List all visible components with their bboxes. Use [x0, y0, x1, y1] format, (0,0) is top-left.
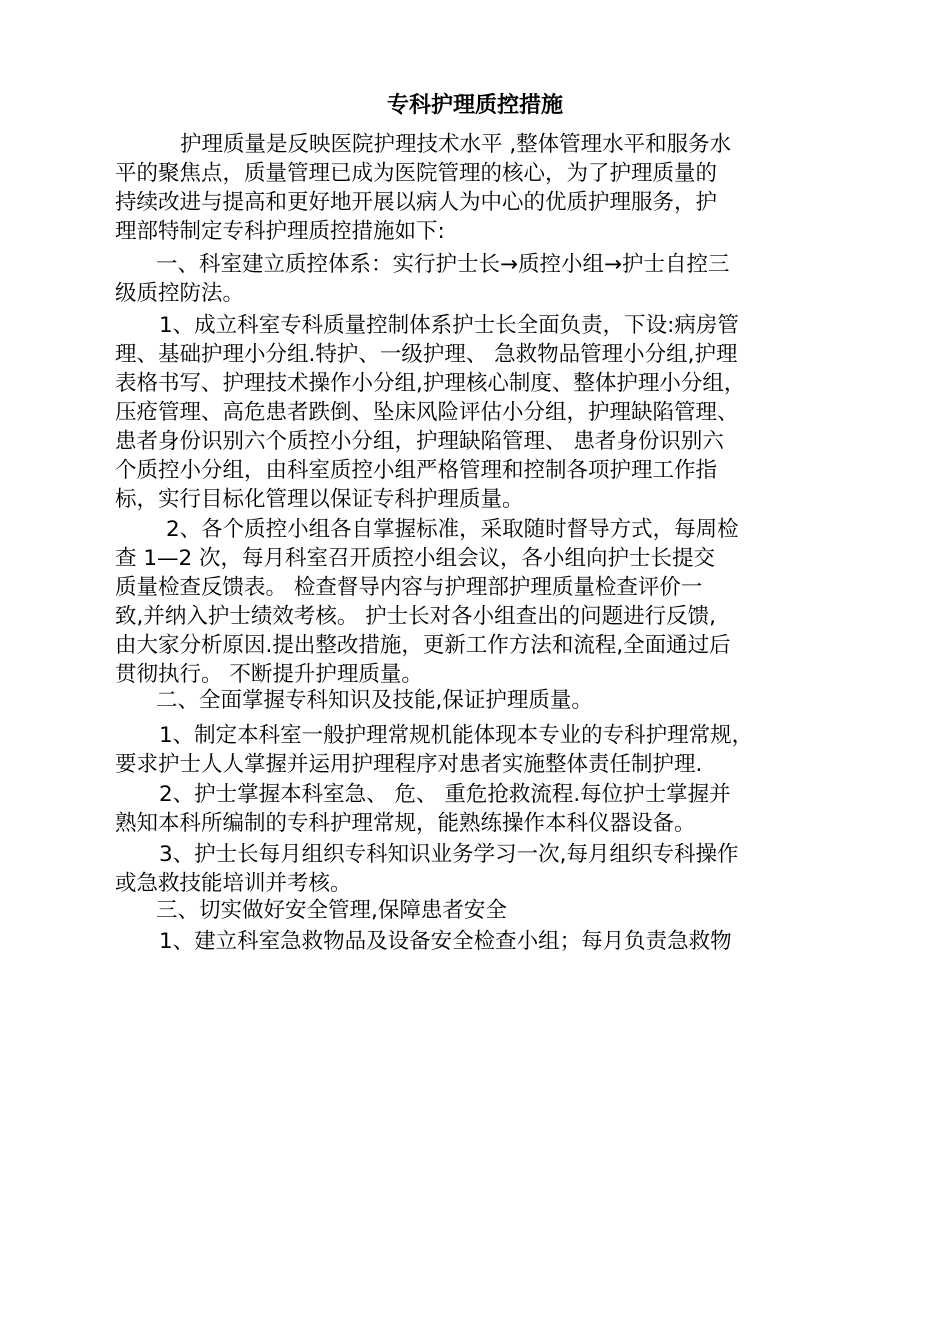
document-title: 专科护理质控措施	[386, 93, 563, 118]
text-line: 由大家分析原因.提出整改措施，更新工作方法和流程,全面通过后	[115, 633, 731, 658]
text-line: 理部特制定专科护理质控措施如下:	[115, 219, 445, 244]
text-line: 持续改进与提高和更好地开展以病人为中心的优质护理服务，护	[115, 190, 718, 215]
text-line: 3、护士长每月组织专科知识业务学习一次,每月组织专科操作	[159, 842, 739, 867]
text-line: 查 1—2 次，每月科室召开质控小组会议，各小组向护士长提交	[115, 546, 716, 571]
text-line: 质量检查反馈表。 检查督导内容与护理部护理质量检查评价一	[115, 575, 703, 600]
text-line: 标，实行目标化管理以保证专科护理质量。	[115, 487, 524, 512]
text-line: 2、护士掌握本科室急、 危、 重危抢救流程.每位护士掌握并	[159, 782, 731, 807]
text-line: 熟知本科所编制的专科护理常规，能熟练操作本科仪器设备。	[115, 811, 696, 836]
text-line: 表格书写、护理技术操作小分组,护理核心制度、整体护理小分组，	[115, 371, 746, 396]
text-line: 二、全面掌握专科知识及技能,保证护理质量。	[156, 688, 593, 713]
text-line: 致,并纳入护士绩效考核。 护士长对各小组查出的问题进行反馈,	[115, 604, 717, 629]
text-line: 理、基础护理小分组.特护、一级护理、 急救物品管理小分组,护理	[115, 342, 738, 367]
text-line: 护理质量是反映医院护理技术水平 ,整体管理水平和服务水	[180, 132, 732, 157]
text-line: 1、成立科室专科质量控制体系护士长全面负责，下设:病房管	[159, 313, 739, 338]
text-line: 1、建立科室急救物品及设备安全检查小组；每月负责急救物	[159, 929, 732, 954]
text-line: 贯彻执行。 不断提升护理质量。	[115, 662, 423, 687]
text-line: 或急救技能培训并考核。	[115, 871, 352, 896]
text-line: 患者身份识别六个质控小分组，护理缺陷管理、 患者身份识别六	[115, 429, 724, 454]
text-line: 1、制定本科室一般护理常规机能体现本专业的专科护理常规，	[159, 723, 754, 748]
text-line: 级质控防法。	[115, 281, 245, 306]
text-line: 要求护士人人掌握并运用护理程序对患者实施整体责任制护理.	[115, 752, 703, 777]
text-line: 三、切实做好安全管理,保障患者安全	[156, 898, 507, 923]
text-line: 压疮管理、高危患者跌倒、坠床风险评估小分组，护理缺陷管理、	[115, 400, 739, 425]
text-line: 个质控小分组，由科室质控小组严格管理和控制各项护理工作指	[115, 458, 718, 483]
text-line: 2、各个质控小组各自掌握标准，采取随时督导方式，每周检	[166, 517, 739, 542]
text-line: 一、科室建立质控体系：实行护士长→质控小组→护士自控三	[156, 252, 730, 277]
text-line: 平的聚焦点，质量管理已成为医院管理的核心，为了护理质量的	[115, 161, 718, 186]
